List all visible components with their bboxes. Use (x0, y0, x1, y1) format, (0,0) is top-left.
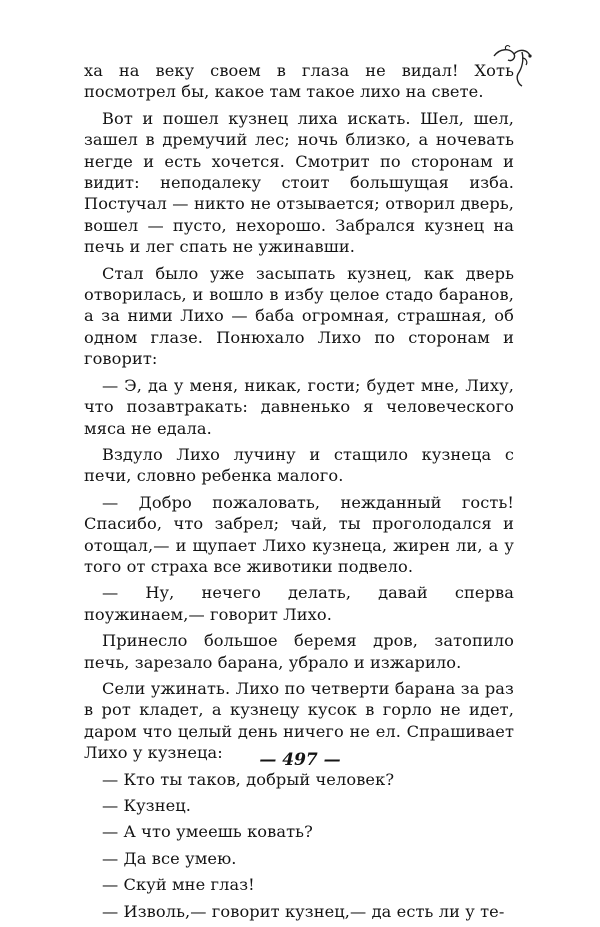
paragraph: Стал было уже засыпать кузнец, как дверь отворилась, и вошло в избу целое стадо баранов, а за ними Лихо — баба огромная, страшная, об одном глазе. Понюхало Лихо по сторонам и говорит: (84, 263, 514, 369)
paragraph: Вздуло Лихо лучину и стащило кузнеца с печи, словно ребенка малого. (84, 444, 514, 486)
dialogue-line: — Скуй мне глаз! (102, 875, 255, 895)
page-number: — 497 — (259, 750, 341, 770)
dialogue-line: — А что умеешь ковать? (102, 822, 313, 842)
story-text (84, 60, 514, 927)
paragraph: Принесло большое беремя дров, затопило печь, зарезало барана, убрало и изжарило. (84, 631, 514, 672)
paragraph: — Добро пожаловать, нежданный гость! Спасибо, что забрел; чай, ты проголодался и отощал,— и щупает Лихо кузнеца, жирен ли, а у того от страха все животики подвело. (84, 492, 514, 576)
paragraph: — Э, да у меня, никак, гости; будет мне, Лиху, что позавтракать: давненько я человеческого мяса не едала. (84, 375, 514, 438)
dialogue-line: — Кто ты таков, добрый человек? (102, 769, 395, 789)
paragraph: ха на веку своем в глаза не видал! Хоть посмотрел бы, какое там такое лихо на свете. (84, 61, 514, 102)
paragraph: Сели ужинать. Лихо по четверти барана за раз в рот кладет, а кузнецу кусок в горло не идет, даром что целый день ничего не ел. Спрашивает Лихо у кузнеца: (84, 678, 514, 763)
paragraph: Вот и пошел кузнец лиха искать. Шел, шел, зашел в дремучий лес; ночь близко, а ночевать негде и есть хочется. Смотрит по сторонам и видит: неподалеку стоит большущая изба. Постучал — никто не отзывается; отворил дверь, вошел — пусто, нехорошо. Забрался кузнец на печь и лег спать не ужинавши. (84, 108, 514, 257)
dialogue-line: — Да все умею. (102, 848, 237, 868)
dialogue-line: — Изволь,— говорит кузнец,— да есть ли у те- (102, 901, 505, 921)
dialogue-line: — Кузнец. (102, 796, 192, 815)
paragraph: — Ну, нечего делать, давай сперва поужинаем,— говорит Лихо. (84, 583, 514, 624)
